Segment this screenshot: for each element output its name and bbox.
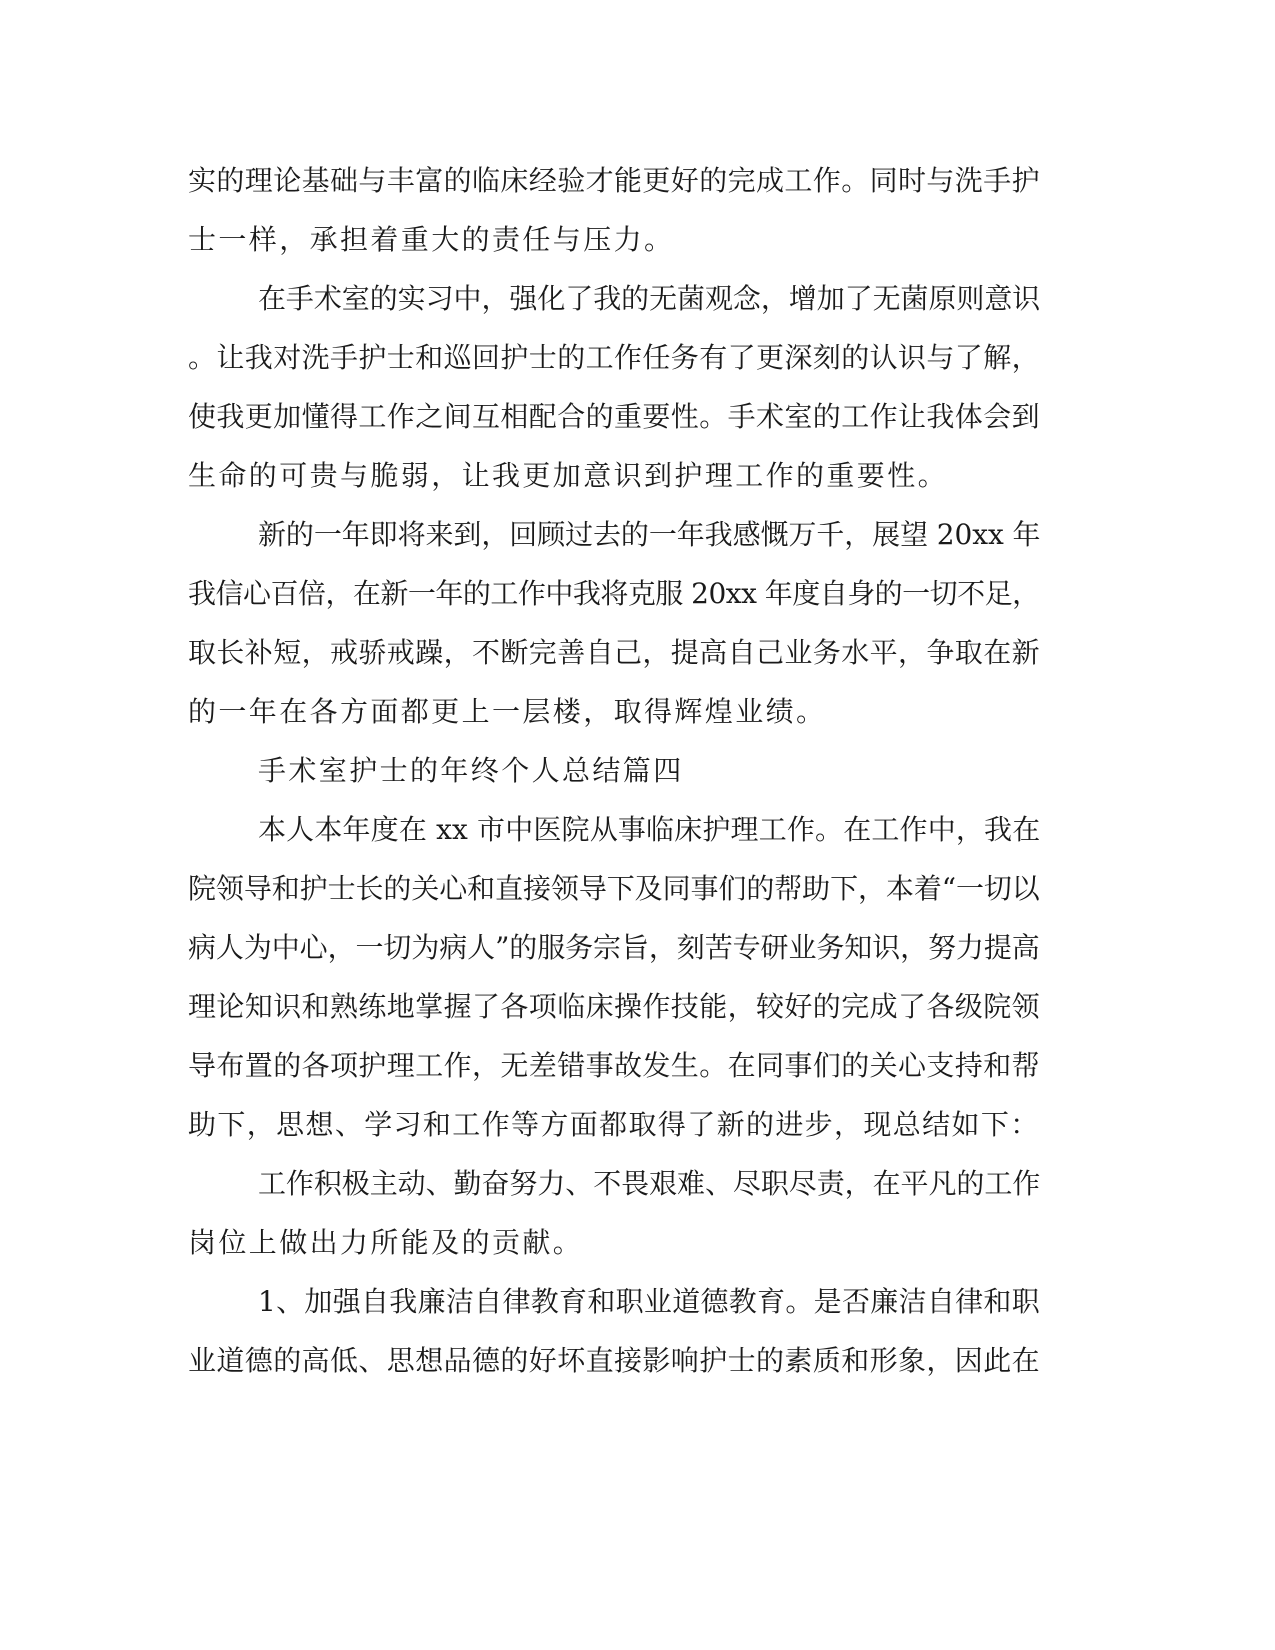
paragraph-start-line: 在手术室的实习中，强化了我的无菌观念，增加了无菌原则意识 [258,282,1041,315]
text-line: 使我更加懂得工作之间互相配合的重要性。手术室的工作让我体会到 [188,400,1041,433]
text-line: 导布置的各项护理工作，无差错事故发生。在同事们的关心支持和帮 [188,1049,1041,1082]
text-line: 生命的可贵与脆弱，让我更加意识到护理工作的重要性。 [188,459,949,492]
text-line: 院领导和护士长的关心和直接领导下及同事们的帮助下，本着“一切以 [188,872,1040,905]
text-line: 助下，思想、学习和工作等方面都取得了新的进步，现总结如下： [188,1108,1040,1141]
text-line: 实的理论基础与丰富的临床经验才能更好的完成工作。同时与洗手护 [188,164,1041,197]
text-line: 。让我对洗手护士和巡回护士的工作任务有了更深刻的认识与了解， [188,341,1041,374]
text-line: 我信心百倍，在新一年的工作中我将克服 20xx 年度自身的一切不足， [188,577,1040,610]
text-line: 取长补短，戒骄戒躁，不断完善自己，提高自己业务水平，争取在新 [188,636,1041,669]
text-line: 岗位上做出力所能及的贡献。 [188,1226,584,1259]
text-line: 理论知识和熟练地掌握了各项临床操作技能，较好的完成了各级院领 [188,990,1041,1023]
section-heading: 手术室护士的年终个人总结篇四 [258,754,684,787]
paragraph-start-line: 工作积极主动、勤奋努力、不畏艰难、尽职尽责，在平凡的工作 [258,1167,1041,1200]
text-line: 的一年在各方面都更上一层楼，取得辉煌业绩。 [188,695,827,728]
paragraph-start-line: 1、加强自我廉洁自律教育和职业道德教育。是否廉洁自律和职 [258,1285,1041,1318]
text-line: 病人为中心，一切为病人”的服务宗旨，刻苦专研业务知识，努力提高 [188,931,1040,964]
text-line: 业道德的高低、思想品德的好坏直接影响护士的素质和形象，因此在 [188,1344,1041,1377]
text-line: 士一样，承担着重大的责任与压力。 [188,223,675,256]
paragraph-start-line: 新的一年即将来到，回顾过去的一年我感慨万千，展望 20xx 年 [258,518,1041,551]
paragraph-start-line: 本人本年度在 xx 市中医院从事临床护理工作。在工作中，我在 [258,813,1041,846]
